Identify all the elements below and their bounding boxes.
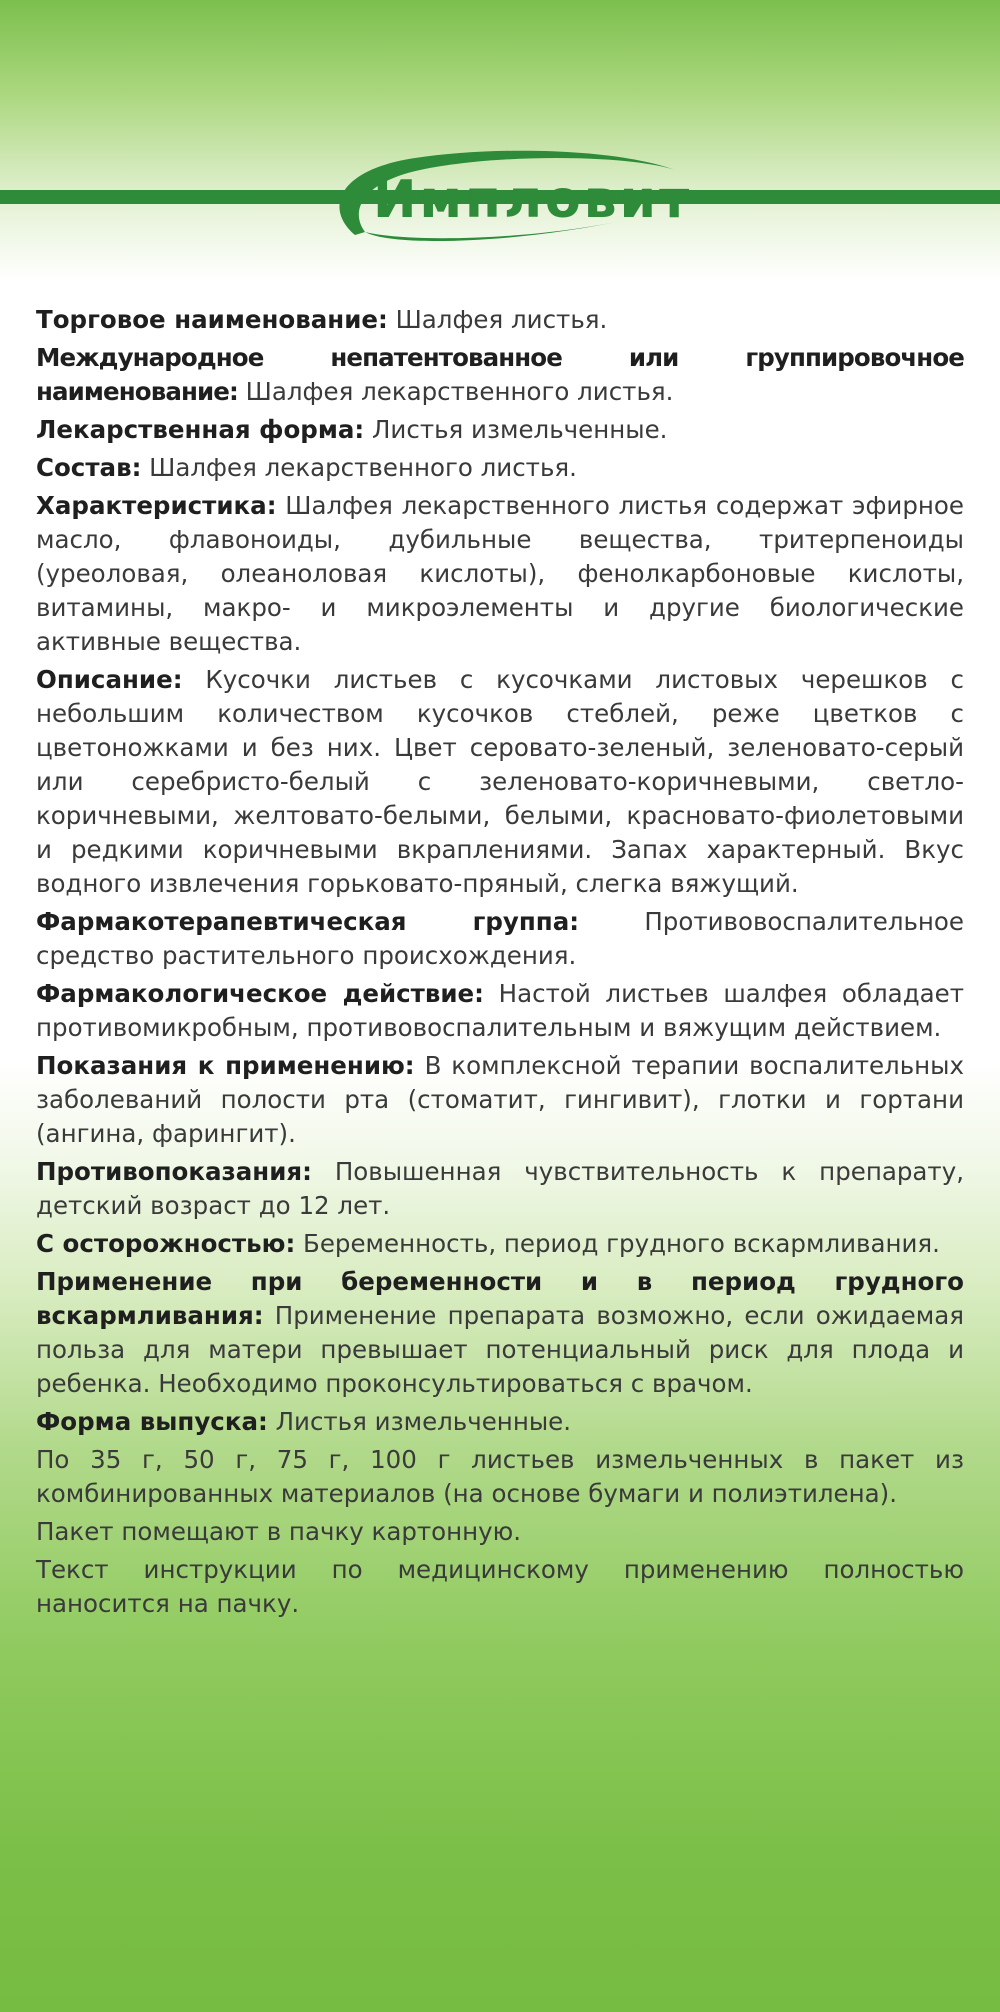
packaging-paragraph: Пакет помещают в пачку картонную. [36,1517,522,1546]
instruction-text [36,303,964,1625]
section-contraindications [36,1155,964,1223]
section-text: Листья измельченные. [372,415,668,444]
section-label: Описание: [36,665,183,694]
section-text: Шалфея лекарственного листья содержат эфирное масло, флавоноиды, дубильные вещества, тритерпеноиды (уреоловая, олеаноловая кислоты), фенолкарбоновые кислоты, витамины, макро- и микроэлементы и другие биологические активные вещества. [36,491,964,656]
section-dosage-form [36,413,964,447]
section-text: Настой листьев шалфея обладает противомикробным, противовоспалительным и вяжущим действием. [36,979,964,1042]
packaging-paragraph: По 35 г, 50 г, 75 г, 100 г листьев измельченных в пакет из комбинированных материалов (на основе бумаги и полиэтилена). [36,1445,964,1508]
section-label: Фармакологическое действие: [36,979,484,1008]
section-label: Фармакотерапевтическая группа: [36,907,580,936]
section-characteristics [36,489,964,659]
brand-logo [325,140,695,250]
section-label: Форма выпуска: [36,1407,268,1436]
section-composition [36,451,964,485]
section-pharmacological-action [36,977,964,1045]
section-label: Показания к применению: [36,1051,415,1080]
section-label: Лекарственная форма: [36,415,365,444]
section-text: Повышенная чувствительность к препарату, детский возраст до 12 лет. [36,1157,964,1220]
section-text: В комплексной терапии воспалительных заболеваний полости рта (стоматит, гингивит), глотки и гортани (ангина, фарингит). [36,1051,964,1148]
section-description [36,663,964,901]
section-label: Состав: [36,453,142,482]
section-release-form [36,1405,964,1439]
section-label: Международное непатентованное или группировочное наименование: [36,343,964,406]
section-indications [36,1049,964,1151]
section-label: Торговое наименование: [36,305,388,334]
section-trade-name [36,303,964,337]
logo-text: Импловит [373,170,693,230]
section-caution [36,1227,964,1261]
section-text: Применение препарата возможно, если ожидаемая польза для матери превышает потенциальный риск для плода и ребенка. Необходимо проконсультироваться с врачом. [36,1301,964,1398]
section-label: С осторожностью: [36,1229,296,1258]
section-text: Кусочки листьев с кусочками листовых черешков с небольшим количеством кусочков стеблей, реже цветков с цветоножками и без них. Цвет серовато-зеленый, зеленовато-серый или серебристо-белый с зеленовато-коричневыми, светло-коричневыми, желтовато-белыми, белыми, красновато-фиолетовыми и редкими коричневыми вкраплениями. Запах характерный. Вкус водного извлечения горьковато-пряный, слегка вяжущий. [36,665,964,898]
section-text: Противовоспалительное средство растительного происхождения. [36,907,964,970]
section-text: Шалфея листья. [395,305,608,334]
section-text: Беременность, период грудного вскармливания. [303,1229,940,1258]
section-pharmacotherapeutic-group [36,905,964,973]
section-text: Шалфея лекарственного листья. [245,377,674,406]
section-label: Применение при беременности и в период грудного вскармливания: [36,1267,964,1330]
section-label: Характеристика: [36,491,277,520]
section-text: Шалфея лекарственного листья. [149,453,577,482]
instruction-note-paragraph: Текст инструкции по медицинскому применению полностью наносится на пачку. [36,1555,964,1618]
section-text: Листья измельченные. [275,1407,572,1436]
section-label: Противопоказания: [36,1157,312,1186]
section-pregnancy [36,1265,964,1401]
section-inn [36,341,964,409]
